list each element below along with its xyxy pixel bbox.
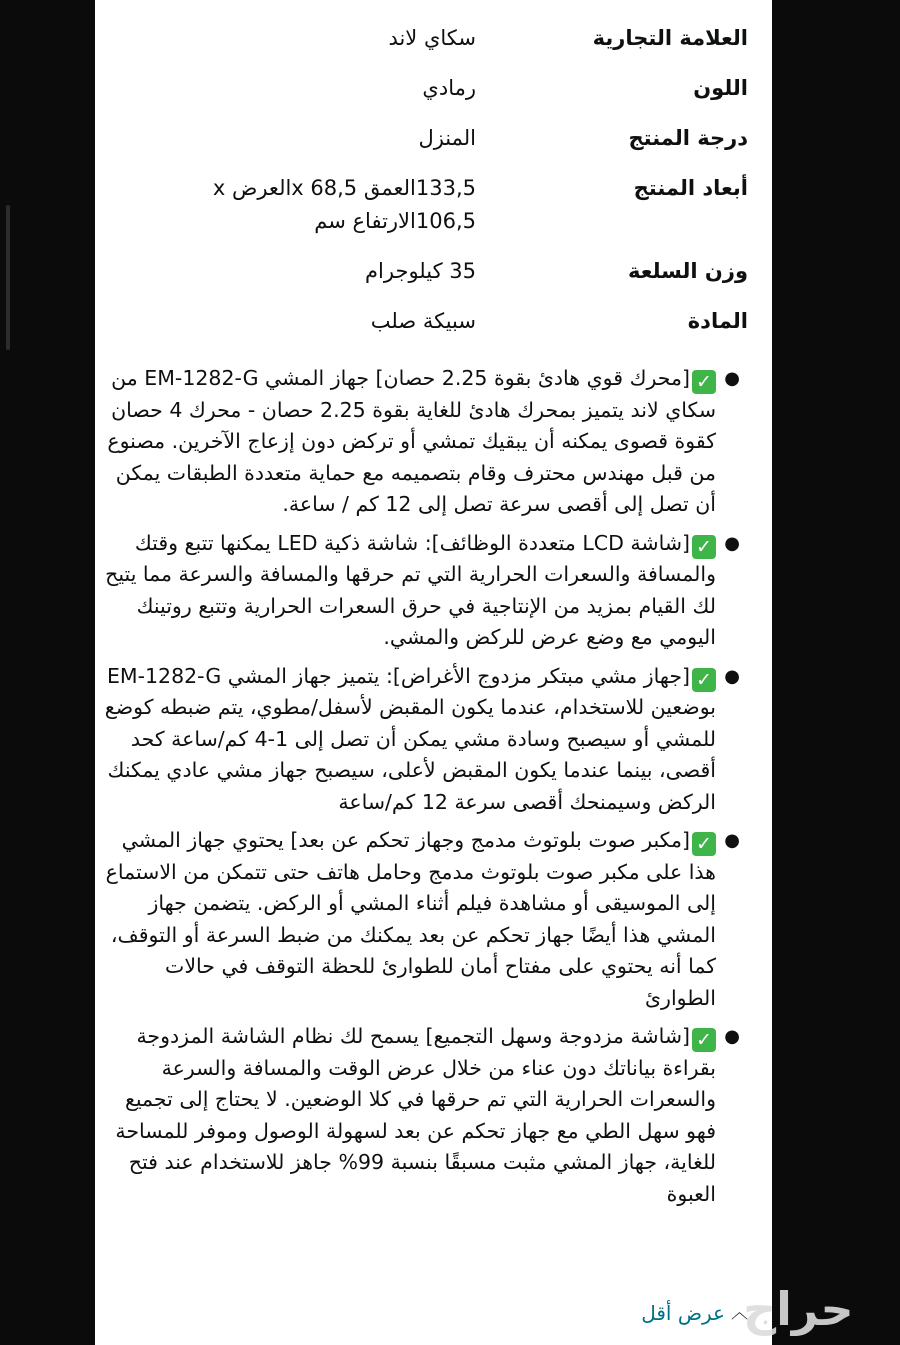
feature-text: [مكبر صوت بلوتوث مدمج وجهاز تحكم عن بعد] يحتوي جهاز المشي هذا على مكبر صوت بلوتوث مدمج وحامل هاتف حتى تتمكن من الاستماع إلى الموسيقى أو مشاهدة فيلم أثناء المشي أو الركض. يتضمن جهاز المشي هذا أيضًا جهاز تحكم عن بعد يمكنك من ضبط السرعة أو التوقف، كما أنه يحتوي على مفتاح أمان للطوارئ للحظة التوقف في حالات الطوارئ — [105, 828, 716, 1010]
spec-label-material: المادة — [687, 309, 748, 333]
product-details-page — [95, 0, 854, 1345]
check-mark-icon: ✓ — [692, 370, 716, 394]
feature-text: [شاشة مزدوجة وسهل التجميع] يسمح لك نظام الشاشة المزدوجة بقراءة بياناتك دون عناء من خلال عرض الوقت والمسافة والسرعة والسعرات الحرارية التي تم حرقها في كلا الوضعين. لا يحتاج إلى تجميع فهو سهل الطي مع جهاز تحكم عن بعد لسهولة الوصول وموفر للمساحة للغاية، جهاز المشي مثبت مسبقًا بنسبة 99% جاهز للاستخدام عند فتح العبوة — [115, 1024, 716, 1206]
spec-label-brand: العلامة التجارية — [592, 26, 748, 50]
bullet-dot-icon: ● — [724, 665, 740, 687]
bullet-dot-icon: ● — [724, 532, 740, 554]
check-mark-icon: ✓ — [692, 668, 716, 692]
bullet-dot-icon: ● — [724, 368, 740, 389]
chevron-up-icon: ︿ — [731, 1303, 748, 1323]
spec-value-brand: سكاي لاند — [388, 26, 476, 50]
spec-row — [118, 255, 748, 288]
spec-row — [118, 72, 748, 105]
check-mark-icon: ✓ — [692, 535, 716, 559]
check-mark-icon: ✓ — [692, 1028, 716, 1052]
feature-bullets — [96, 363, 748, 1217]
spec-row — [118, 305, 748, 338]
spec-row — [118, 22, 748, 55]
spec-value-color: رمادي — [422, 76, 476, 100]
spec-value-grade: المنزل — [418, 126, 476, 150]
specs-table — [118, 22, 748, 355]
spec-value-dimensions: 133,5العمق x 68,5العرض x 106,5الارتفاع سم — [212, 176, 476, 233]
spec-label-color: اللون — [693, 76, 748, 100]
show-less-link[interactable] — [641, 1298, 748, 1328]
bullet-dot-icon: ● — [724, 830, 740, 851]
spec-label-dimensions: أبعاد المنتج — [633, 176, 748, 200]
check-mark-icon: ✓ — [692, 832, 716, 856]
feature-bullet — [96, 661, 740, 819]
feature-bullet — [96, 1021, 740, 1210]
spec-row — [118, 122, 748, 155]
spec-label-grade: درجة المنتج — [628, 126, 748, 150]
spec-value-material: سبيكة صلب — [370, 309, 476, 333]
spec-label-weight: وزن السلعة — [628, 259, 748, 283]
feature-text: [جهاز مشي مبتكر مزدوج الأغراض]: يتميز جهاز المشي EM-1282-G بوضعين للاستخدام، عندما يكون المقبض لأسفل/مطوي، يتم ضبطه كوضع للمشي أو سيصبح وسادة مشي يمكن أن تصل إلى 1-4 كم/ساعة كحد أقصى، بينما عندما يكون المقبض لأعلى، سيصبح جهاز مشي عادي يمكنك الركض وسيمنحك أقصى سرعة 12 كم/ساعة — [104, 663, 716, 814]
feature-text: [شاشة LCD متعددة الوظائف]: شاشة ذكية LED يمكنها تتبع وقتك والمسافة والسعرات الحرارية التي تم حرقها والمسافة والسرعة مما يتيح لك القيام بمزيد من الإنتاجية في حرق السعرات الحرارية وتتبع روتينك اليومي مع وضع عرض للركض والمشي. — [105, 530, 716, 649]
haraj-watermark: حراج — [743, 1282, 854, 1336]
feature-bullet — [96, 528, 740, 654]
spec-value-weight: 35 كيلوجرام — [365, 259, 476, 283]
bullet-dot-icon: ● — [724, 1026, 740, 1047]
feature-bullet — [96, 363, 740, 521]
scroll-indicator — [6, 205, 10, 350]
feature-text: [محرك قوي هادئ بقوة 2.25 حصان] جهاز المشي EM-1282-G من سكاي لاند يتميز بمحرك هادئ للغاية بقوة 2.25 حصان - محرك 4 حصان كقوة قصوى يمكنه أن يبقيك تمشي أو تركض دون إزعاج الآخرين. مصنوع من قبل مهندس محترف وقام بتصميمه مع حماية متعددة الطبقات يمكن أن تصل إلى أقصى سرعة تصل إلى 12 كم / ساعة. — [107, 366, 716, 516]
show-less-label: عرض أقل — [641, 1301, 725, 1325]
spec-row — [118, 172, 748, 238]
feature-bullet — [96, 825, 740, 1014]
